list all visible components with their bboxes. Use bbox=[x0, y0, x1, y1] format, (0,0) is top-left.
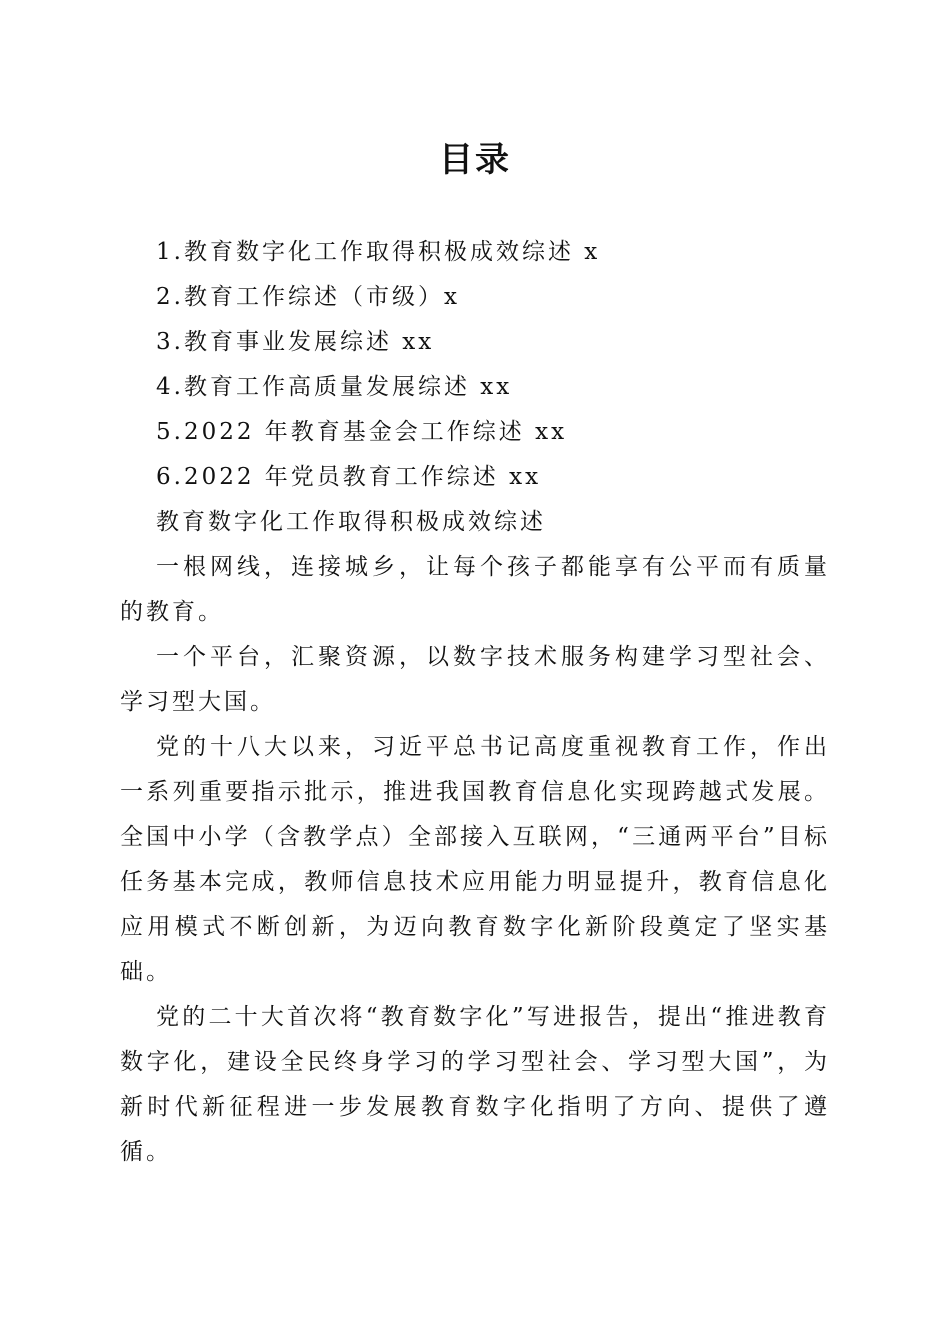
toc-item-5[interactable]: 5.2022 年教育基金会工作综述 xx bbox=[156, 419, 568, 445]
article-title: 教育数字化工作取得积极成效综述 bbox=[156, 509, 546, 535]
toc-item-4[interactable]: 4.教育工作高质量发展综述 xx bbox=[156, 374, 513, 400]
paragraph-1: 一根网线，连接城乡，让每个孩子都能享有公平而有质量的教育。 bbox=[120, 554, 830, 625]
toc-item-2[interactable]: 2.教育工作综述（市级）x bbox=[156, 284, 460, 310]
paragraph-3: 党的十八大以来，习近平总书记高度重视教育工作，作出一系列重要指示批示，推进我国教育信息化实现跨越式发展。全国中小学（含教学点）全部接入互联网，“三通两平台”目标任务基本完成，教师信息技术应用能力明显提升，教育信息化应用模式不断创新，为迈向教育数字化新阶段奠定了坚实基础。 bbox=[120, 734, 830, 985]
toc-item-6[interactable]: 6.2022 年党员教育工作综述 xx bbox=[156, 464, 542, 490]
document-body bbox=[120, 230, 830, 1175]
page-title: 目录 bbox=[439, 140, 511, 180]
toc-item-3[interactable]: 3.教育事业发展综述 xx bbox=[156, 329, 435, 355]
paragraph-4: 党的二十大首次将“教育数字化”写进报告，提出“推进教育数字化，建设全民终身学习的学习型社会、学习型大国”，为新时代新征程进一步发展教育数字化指明了方向、提供了遵循。 bbox=[120, 1004, 830, 1165]
table-of-contents bbox=[120, 230, 830, 500]
paragraph-2: 一个平台，汇聚资源，以数字技术服务构建学习型社会、学习型大国。 bbox=[120, 644, 830, 715]
toc-item-1[interactable]: 1.教育数字化工作取得积极成效综述 x bbox=[156, 239, 601, 265]
